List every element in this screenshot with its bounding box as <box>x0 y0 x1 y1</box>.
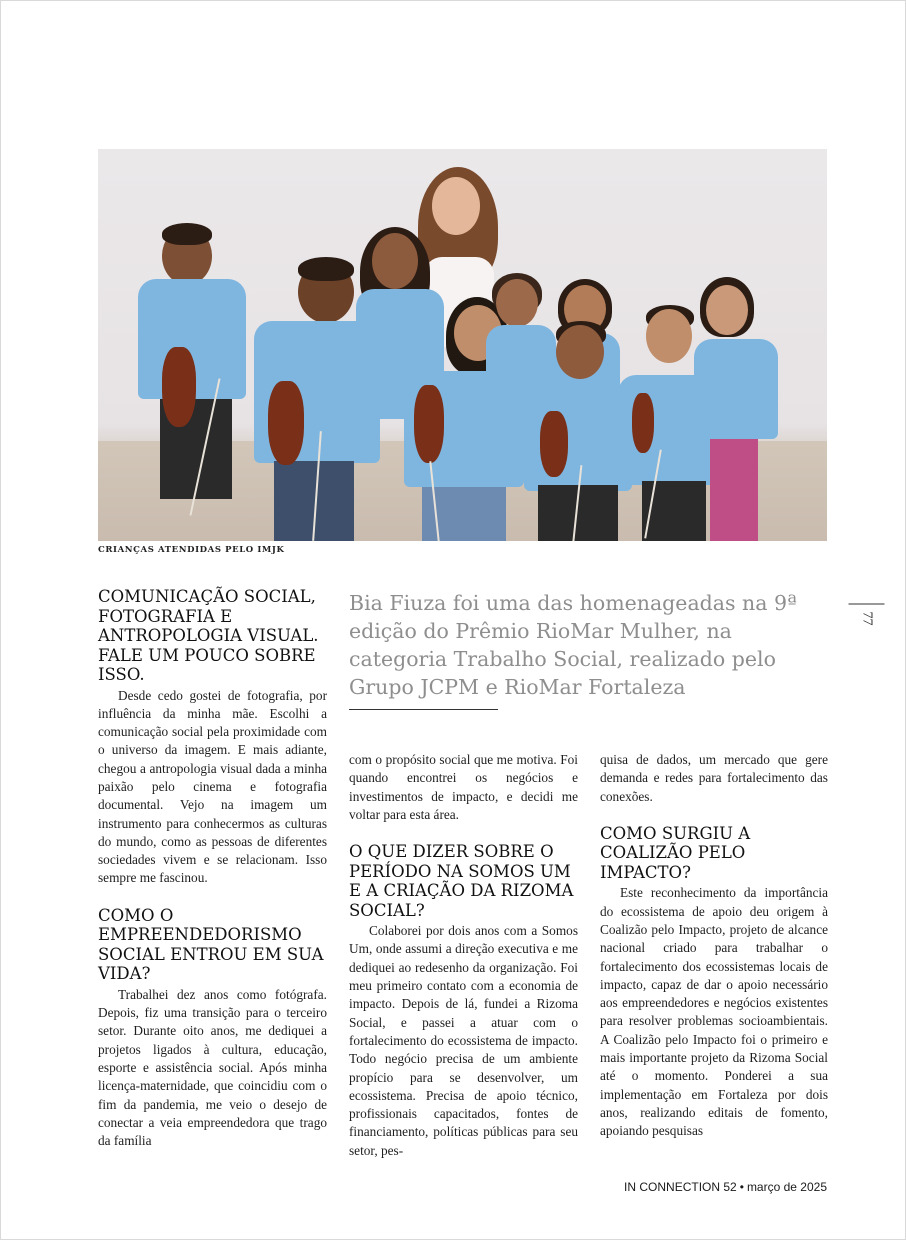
answer-text-4: Este reconhecimento da importância do ecossistema de apoio deu origem à Coalizão pelo Impacto, projeto de alcance nacional criado para trabalhar o fortalecimento dos ecossistemas locais de impacto, capaz de dar o apoio necessário aos empreendedores e negócios existentes para resolver problemas socioambientais. A Coalizão pelo Impacto foi o primeiro e mais importante projeto da Rizoma Social até o momento. Ponderei a sua implementação em Fortaleza por dois anos, realizando editais de fomento, apoiando pesquisas <box>600 885 828 1139</box>
pull-quote: Bia Fiuza foi uma das homenageadas na 9ª edição do Prêmio RioMar Mulher, na categoria Trabalho Social, realizado pelo Grupo JCPM e RioMar Fortaleza <box>349 591 797 699</box>
photo-caption: CRIANÇAS ATENDIDAS PELO IMJK <box>98 545 285 555</box>
footer-magazine: IN CONNECTION 52 <box>624 1180 737 1194</box>
question-heading-2: COMO O EMPREENDEDORISMO SOCIAL ENTROU EM SUA VIDA? <box>98 905 324 984</box>
column-1 <box>98 587 327 1150</box>
question-heading-4: COMO SURGIU A COALIZÃO PELO IMPACTO? <box>600 823 751 882</box>
answer-text-3b: quisa de dados, um mercado que gere demanda e redes para fortalecimento das conexões. <box>600 752 828 804</box>
question-heading-3: O QUE DIZER SOBRE O PERÍODO NA SOMOS UM E A CRIAÇÃO DA RIZOMA SOCIAL? <box>349 842 574 920</box>
question-heading-1: COMUNICAÇÃO SOCIAL, FOTOGRAFIA E ANTROPOLOGIA VISUAL. FALE UM POUCO SOBRE ISSO. <box>98 587 319 684</box>
photo-children-violins <box>98 149 827 541</box>
answer-text-2a: Trabalhei dez anos como fotógrafa. Depois, fiz uma transição para o terceiro setor. Durante oito anos, me dediquei a projetos ligados à cultura, educação, esporte e assistência social. Após minha licença-maternidade, que coincidiu com o fim da pandemia, me veio o desejo de conectar a veia empreendedora que trago da família <box>98 986 327 1149</box>
page-number: 77 <box>849 604 885 633</box>
answer-text-1: Desde cedo gostei de fotografia, por influência da minha mãe. Escolhi a comunicação social pela proximidade com o universo da imagem. E mais adiante, chegou a antropologia visual dada a minha paixão pelo cinema e fotografia documental. Vejo na imagem um instrumento para conhecermos as culturas do mundo, como as pessoas de diferentes sociedades vivem e se relacionam. Isso sempre me fascinou. <box>98 687 327 886</box>
footer-date: março de 2025 <box>746 1180 827 1194</box>
answer-text-2b: com o propósito social que me motiva. Foi quando encontrei os negócios e investimentos de impacto, e decidi me voltar para esta área. <box>349 752 578 822</box>
column-3 <box>600 751 828 1141</box>
page-footer <box>624 1180 827 1194</box>
column-2 <box>349 751 578 1160</box>
answer-text-3a: Colaborei por dois anos com a Somos Um, onde assumi a direção executiva e me dediquei ao redesenho da organização. Foi meu primeiro contato com a economia de impacto. Depois de lá, fundei a Rizoma Social, e passei a atuar com o fortalecimento do ecossistema de impacto. Todo negócio precisa de um ambiente propício para se desenvolver, um ecossistema. Precisa de apoio técnico, profissionais capacitados, fontes de financiamento, políticas públicas para seu setor, pes- <box>349 923 578 1158</box>
pull-quote-rule <box>349 709 498 710</box>
footer-separator: • <box>739 1180 744 1194</box>
